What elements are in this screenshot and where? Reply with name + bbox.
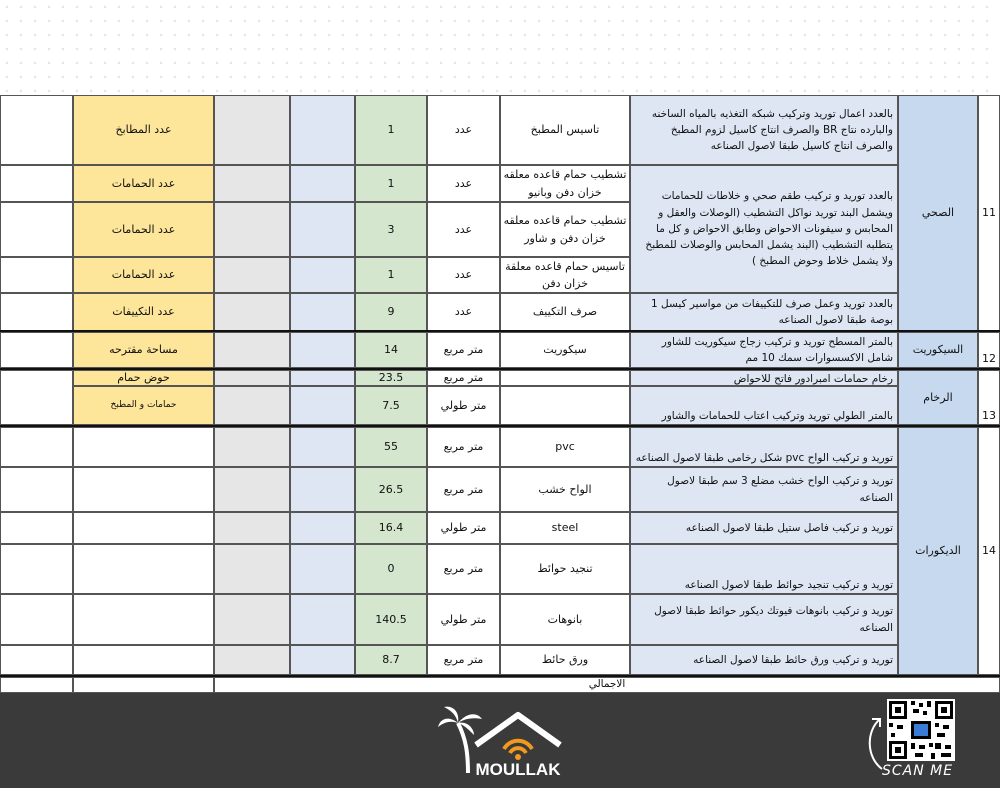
footer-bar — [0, 693, 1000, 788]
item-cell: تشطيب حمام قاعده معلقه خزان دفن وبانيو — [500, 165, 630, 202]
blank-cell — [0, 95, 73, 165]
price-cell — [290, 95, 355, 165]
note-cell — [73, 467, 214, 512]
qty-cell: 23.5 — [355, 370, 427, 386]
total-cell — [214, 165, 290, 202]
total-cell — [214, 594, 290, 645]
blank-cell — [0, 257, 73, 293]
blank-cell — [0, 645, 73, 675]
desc-sanitary-1: بالعدد اعمال توريد وتركيب شبكه التغذيه بالمياه الساخنه والبارده نتاج BR والصرف انتاج كاسيل لزوم المطبخ والصرف انتاج كاسيل طبقا لاصول الصناعه — [630, 95, 898, 165]
total-cell — [214, 512, 290, 544]
total-cell — [214, 293, 290, 331]
blank-cell — [0, 544, 73, 594]
price-cell — [290, 370, 355, 386]
desc-decor: توريد و تركيب الواح خشب مضلع 3 سم طبقا لاصول الصناعه — [630, 467, 898, 512]
note-cell: عدد الحمامات — [73, 165, 214, 202]
desc-marble-1: رخام حمامات امبرادور فاتح للاحواض — [630, 370, 898, 386]
unit-cell: عدد — [427, 257, 500, 293]
desc-decor: توريد و تركيب الواح pvc شكل رخامى طبقا لاصول الصناعه — [630, 427, 898, 467]
item-cell: ورق حائط — [500, 645, 630, 675]
row-number-11: 11 — [978, 95, 1000, 331]
total-cell — [214, 467, 290, 512]
qty-cell: 1 — [355, 257, 427, 293]
desc-marble-2: بالمتر الطولي توريد وتركيب اعتاب للحمامات والشاور — [630, 386, 898, 425]
price-cell — [290, 594, 355, 645]
row-number-12: 12 — [978, 332, 1000, 368]
blank-cell — [0, 427, 73, 467]
grand-total-value — [73, 677, 214, 693]
desc-securit: بالمتر المسطح توريد و تركيب زجاج سيكوريت للشاور شامل الاكسسوارات سمك 10 مم — [630, 332, 898, 368]
quantities-table — [0, 95, 1000, 693]
unit-cell: عدد — [427, 293, 500, 331]
unit-cell: متر مربع — [427, 427, 500, 467]
desc-decor: توريد و تركيب ورق حائط طبقا لاصول الصناعه — [630, 645, 898, 675]
desc-sanitary-3: بالعدد توريد وعمل صرف للتكييفات من مواسير كيسل 1 بوصة طبقا لاصول الصناعه — [630, 293, 898, 331]
moullak-logo — [438, 701, 568, 779]
desc-decor: توريد و تركيب بانوهات فيوتك ديكور حوائط طبقا لاصول الصناعه — [630, 594, 898, 645]
qty-cell: 16.4 — [355, 512, 427, 544]
desc-decor: توريد و تركيب فاصل ستيل طبقا لاصول الصناعه — [630, 512, 898, 544]
blank-cell — [0, 332, 73, 368]
note-cell — [73, 427, 214, 467]
price-cell — [290, 427, 355, 467]
price-cell — [290, 257, 355, 293]
category-sanitary: الصحي — [898, 95, 978, 331]
grand-total-label: الاجمالي — [214, 677, 1000, 693]
total-cell — [214, 257, 290, 293]
note-cell — [73, 645, 214, 675]
item-cell: سيكوريت — [500, 332, 630, 368]
item-cell — [500, 386, 630, 425]
qty-cell: 140.5 — [355, 594, 427, 645]
unit-cell: عدد — [427, 202, 500, 257]
unit-cell: متر مربع — [427, 370, 500, 386]
blank-cell — [0, 677, 73, 693]
price-cell — [290, 467, 355, 512]
item-cell: تنجيد حوائط — [500, 544, 630, 594]
blank-cell — [0, 165, 73, 202]
unit-cell: عدد — [427, 95, 500, 165]
note-cell: مساحة مقترحه — [73, 332, 214, 368]
total-cell — [214, 370, 290, 386]
total-cell — [214, 645, 290, 675]
price-cell — [290, 645, 355, 675]
blank-cell — [0, 512, 73, 544]
total-cell — [214, 386, 290, 425]
unit-cell: عدد — [427, 165, 500, 202]
row-number-13: 13 — [978, 370, 1000, 425]
total-cell — [214, 427, 290, 467]
price-cell — [290, 544, 355, 594]
item-cell: تاسيس المطبخ — [500, 95, 630, 165]
qty-cell: 1 — [355, 165, 427, 202]
note-cell — [73, 594, 214, 645]
unit-cell: متر طولي — [427, 512, 500, 544]
desc-decor: توريد و تركيب تنجيد حوائط طبقا لاصول الصناعه — [630, 544, 898, 594]
unit-cell: متر مربع — [427, 645, 500, 675]
blank-cell — [0, 370, 73, 425]
blank-cell — [0, 202, 73, 257]
total-cell — [214, 544, 290, 594]
note-cell: عدد الحمامات — [73, 257, 214, 293]
unit-cell: متر طولي — [427, 386, 500, 425]
qty-cell: 26.5 — [355, 467, 427, 512]
note-cell: حوض حمام — [73, 370, 214, 386]
price-cell — [290, 293, 355, 331]
category-decor: الديكورات — [898, 427, 978, 675]
qty-cell: 1 — [355, 95, 427, 165]
palm-house-icon — [438, 701, 568, 779]
qty-cell: 9 — [355, 293, 427, 331]
price-cell — [290, 165, 355, 202]
item-cell: الواح خشب — [500, 467, 630, 512]
desc-sanitary-2: بالعدد توريد و تركيب طقم صحي و خلاطات للحمامات ويشمل البند توريد نواكل التشطيب (الوصلات والعقل و المحابس و سيفونات الاحواض وطابق الاحواض و كل ما يتطلبه التشطيب (البند يشمل المحابس والوصلات للمطبخ ولا يشمل خلاط وحوض المطبخ ) — [630, 165, 898, 293]
item-cell: بانوهات — [500, 594, 630, 645]
qty-cell: 0 — [355, 544, 427, 594]
qr-code-icon — [887, 699, 955, 761]
category-marble: الرخام — [898, 370, 978, 425]
category-securit: السيكوريت — [898, 332, 978, 368]
row-number-14: 14 — [978, 427, 1000, 675]
unit-cell: متر مربع — [427, 544, 500, 594]
item-cell: steel — [500, 512, 630, 544]
note-cell: عدد الحمامات — [73, 202, 214, 257]
price-cell — [290, 512, 355, 544]
item-cell: تشطيب حمام قاعده معلقه خزان دفن و شاور — [500, 202, 630, 257]
blank-cell — [0, 594, 73, 645]
item-cell: صرف التكييف — [500, 293, 630, 331]
note-cell — [73, 512, 214, 544]
note-cell — [73, 544, 214, 594]
total-cell — [214, 202, 290, 257]
qty-cell: 8.7 — [355, 645, 427, 675]
qty-cell: 55 — [355, 427, 427, 467]
item-cell — [500, 370, 630, 386]
qty-cell: 7.5 — [355, 386, 427, 425]
unit-cell: متر مربع — [427, 332, 500, 368]
price-cell — [290, 386, 355, 425]
price-cell — [290, 202, 355, 257]
total-cell — [214, 95, 290, 165]
blank-cell — [0, 467, 73, 512]
note-cell: حمامات و المطبخ — [73, 386, 214, 425]
blank-cell — [0, 293, 73, 331]
item-cell: تاسيس حمام قاعده معلقة خزان دفن — [500, 257, 630, 293]
scan-me-label: SCAN ME — [882, 763, 954, 779]
qr-code[interactable] — [887, 699, 955, 761]
note-cell: عدد المطابخ — [73, 95, 214, 165]
price-cell — [290, 332, 355, 368]
unit-cell: متر مربع — [427, 467, 500, 512]
note-cell: عدد التكييفات — [73, 293, 214, 331]
item-cell: pvc — [500, 427, 630, 467]
total-cell — [214, 332, 290, 368]
qty-cell: 3 — [355, 202, 427, 257]
dotted-background — [0, 0, 1000, 95]
brand-name: MOULLAK — [475, 760, 561, 779]
qty-cell: 14 — [355, 332, 427, 368]
unit-cell: متر طولي — [427, 594, 500, 645]
